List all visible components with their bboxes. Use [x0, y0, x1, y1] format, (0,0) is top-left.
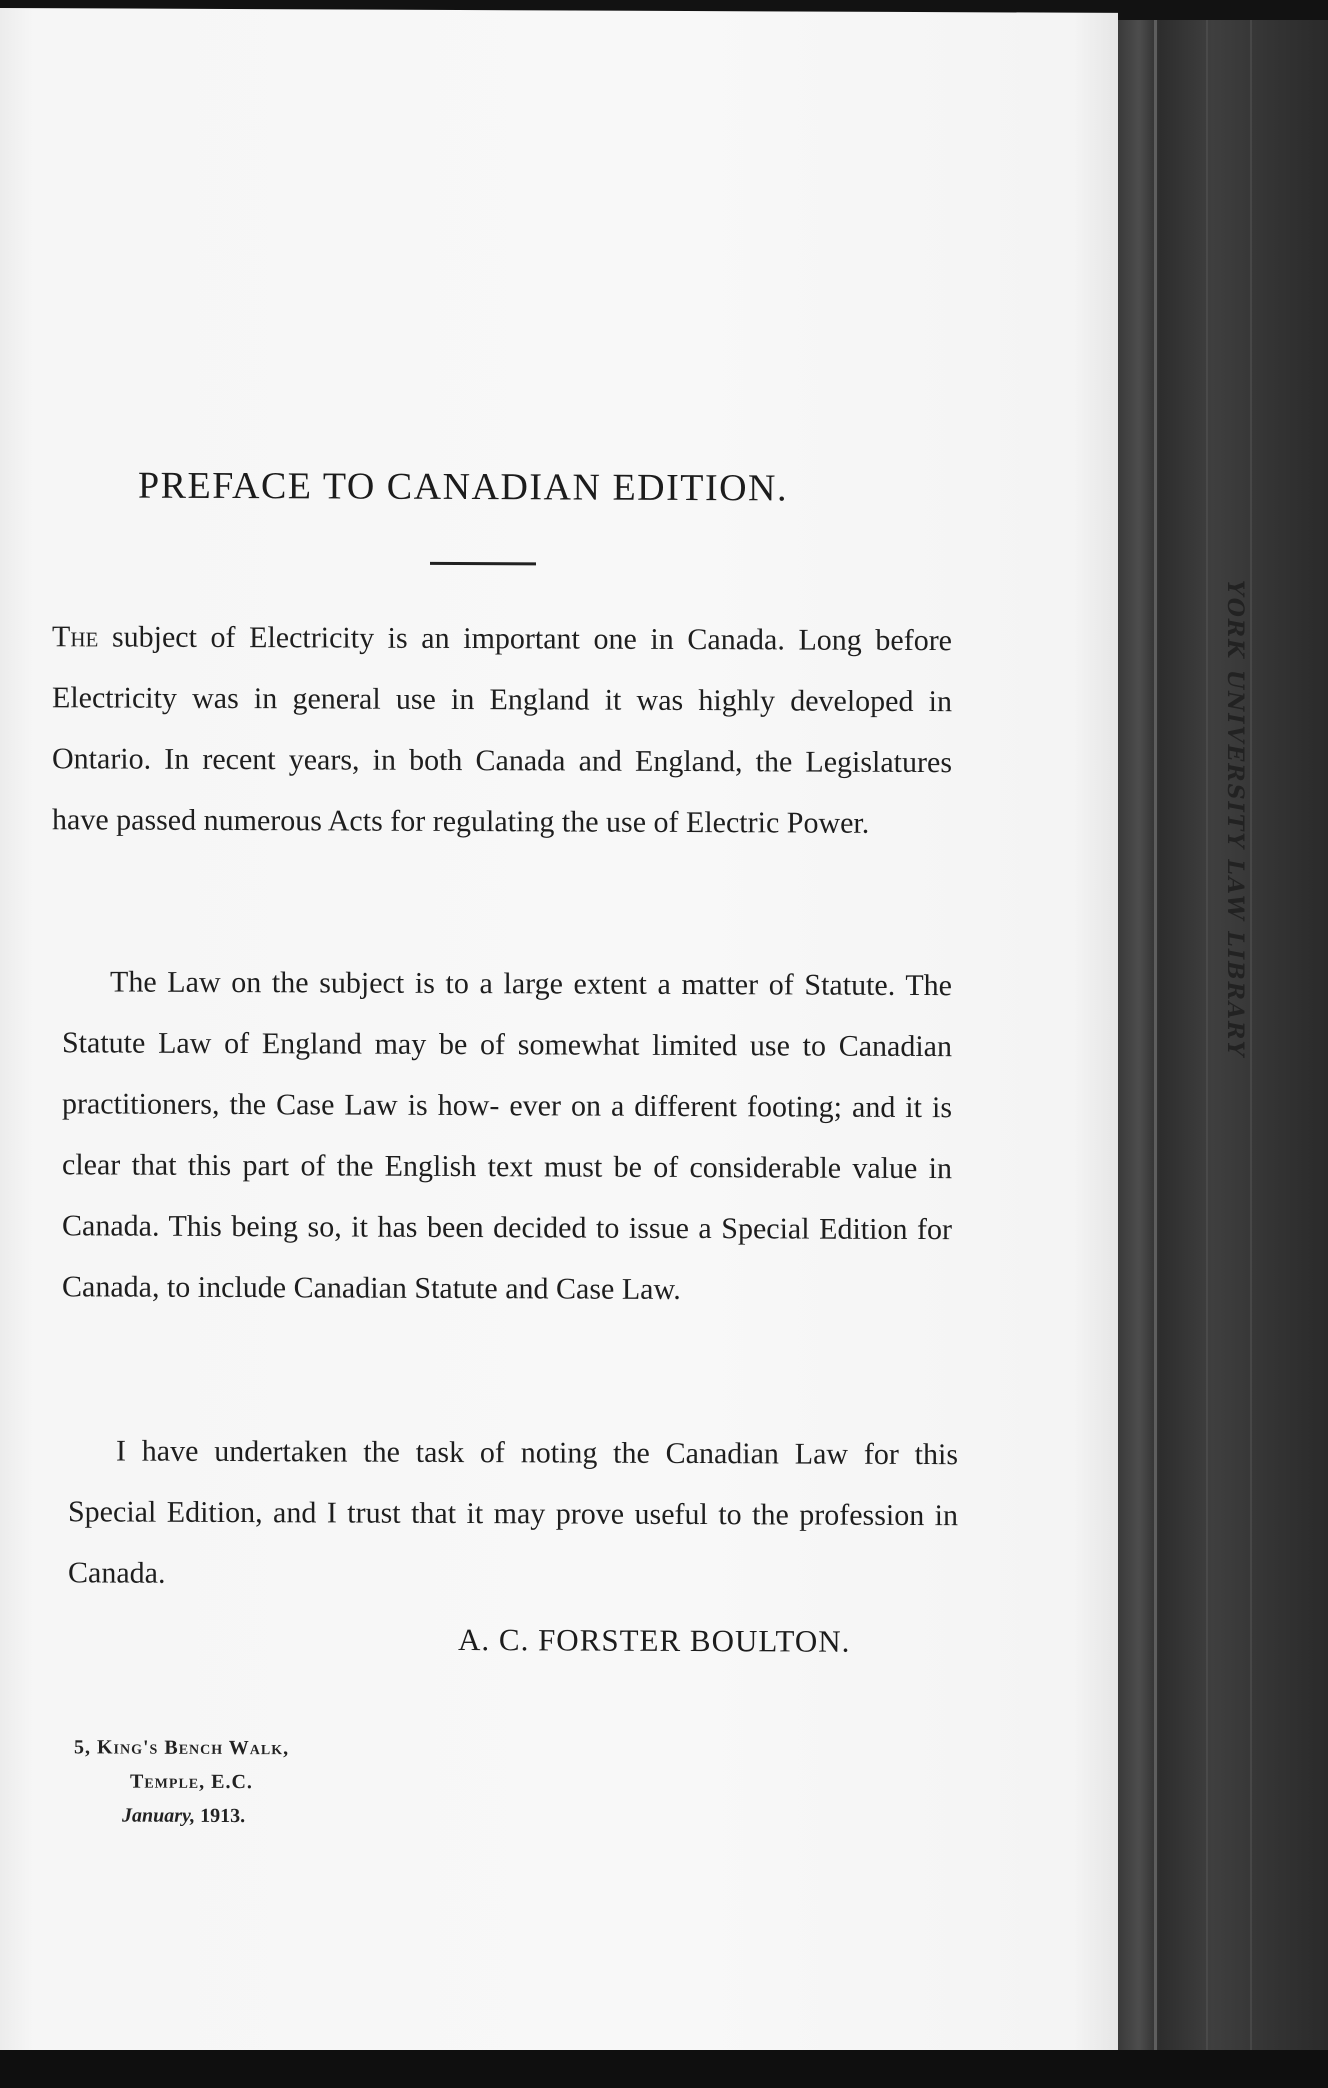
paragraph-2-text: The Law on the subject is to a large extent a matter of Statute. The Statute Law of England may be of somewhat limited use to Canadian practitioners, the Case Law is how- ever on a different footing; and it is clear that this part of the English text must be of considerable value in Canada. This being so, it has been decided to issue a Special Edition for Canada, to include Canadian Statute and Case Law. — [62, 965, 952, 1306]
address-date — [74, 1798, 289, 1833]
author-signature: A. C. FORSTER BOULTON. — [458, 1621, 851, 1659]
paragraph-3-text: I have undertaken the task of noting the Canadian Law for this Special Edition, and I trust that it may prove useful to the profession in Canada. — [68, 1434, 958, 1590]
paragraph-1-text: subject of Electricity is an important one in Canada. Long before Electricity was in general use in England it was highly developed in Ontario. In recent years, in both Canada and England, the Legislatures have passed numerous Acts for regulating the use of Electric Power. — [52, 620, 952, 840]
address-year: 1913. — [195, 1804, 246, 1828]
address-line-1: 5, King's Bench Walk, — [74, 1736, 290, 1760]
title-rule — [430, 562, 536, 565]
address-line-2: Temple, E.C. — [130, 1770, 253, 1794]
page-title: PREFACE TO CANADIAN EDITION. — [138, 464, 788, 510]
spine-label: YORK UNIVERSITY LAW LIBRARY — [1222, 580, 1248, 1059]
paragraph-2 — [62, 951, 952, 1321]
spine-stripe — [1250, 20, 1252, 2050]
spine-stripe — [1154, 20, 1157, 2050]
paragraph-1 — [52, 606, 952, 854]
author-address — [74, 1730, 289, 1833]
address-month: January, — [122, 1804, 196, 1827]
paragraph-1-lead: The — [52, 620, 99, 654]
paragraph-3 — [68, 1420, 958, 1607]
book-page — [0, 8, 1118, 2059]
bottom-shadow — [0, 2050, 1328, 2088]
